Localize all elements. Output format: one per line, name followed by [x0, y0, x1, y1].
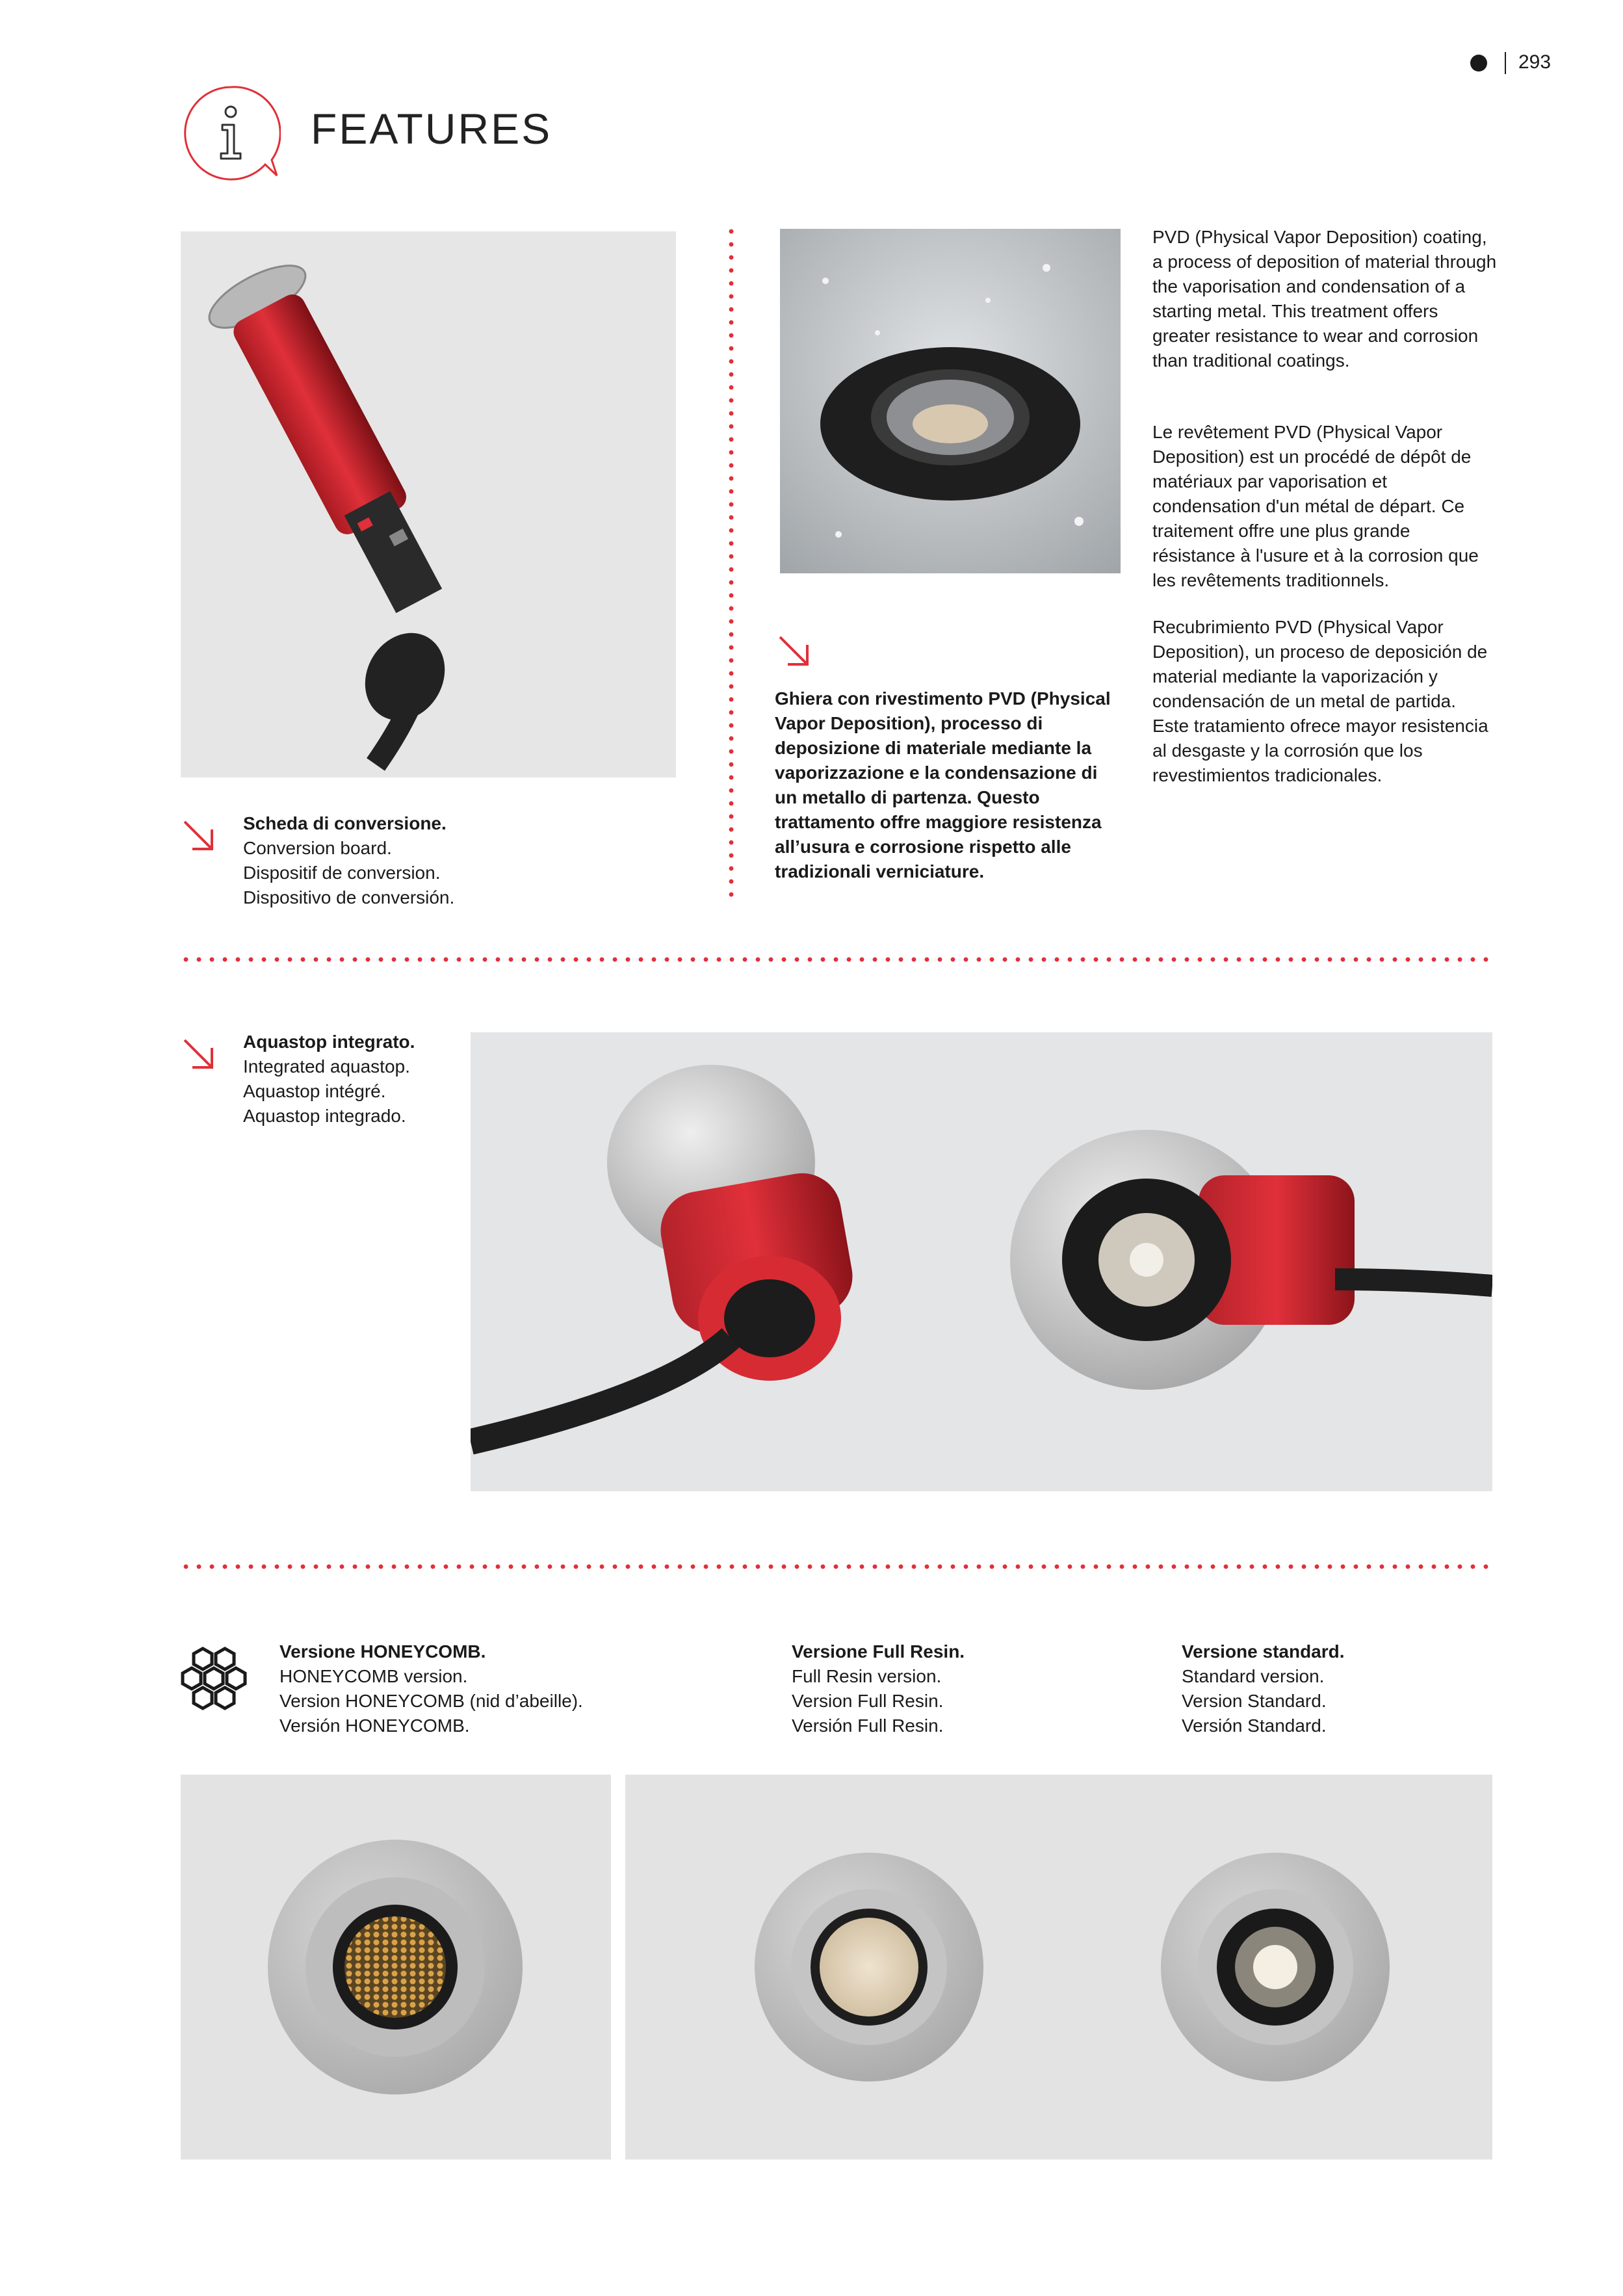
page-number: 293 — [1518, 51, 1552, 73]
pvd-ring-text-fr: Le revêtement PVD (Physical Vapor Deposition) est un procédé de dépôt de matériaux par vaporisation et condensation d'un métal de départ. Ce traitement offre une plus grande résistance à l'usure et à la corrosion que les revêtements traditionnels. — [1152, 422, 1479, 590]
honeycomb-es: Versión HONEYCOMB. — [279, 1715, 470, 1736]
pvd-ring-text-es: Recubrimiento PVD (Physical Vapor Deposition), un proceso de deposición de material mediante la vaporización y condensación de un metal de partida. Este tratamiento ofrece mayor resistencia al desgaste y la corrosión que los revestimientos tradicionales. — [1152, 617, 1488, 785]
arrow-icon — [181, 818, 217, 854]
aquastop-it: Aquastop integrato. — [243, 1032, 415, 1052]
conversion-board-en: Conversion board. — [243, 838, 392, 858]
full-resin-caption — [792, 1639, 1091, 1738]
section-divider — [179, 1564, 1492, 1569]
pvd-ring-photo — [780, 229, 1121, 573]
aquastop-en: Integrated aquastop. — [243, 1056, 410, 1076]
honeycomb-en: HONEYCOMB version. — [279, 1666, 468, 1686]
standard-caption — [1182, 1639, 1481, 1738]
standard-fr: Version Standard. — [1182, 1691, 1327, 1711]
arrow-icon — [181, 1036, 217, 1073]
aquastop-fr: Aquastop intégré. — [243, 1081, 386, 1101]
full-resin-it: Versione Full Resin. — [792, 1641, 965, 1662]
full-resin-es: Versión Full Resin. — [792, 1715, 944, 1736]
info-icon — [181, 83, 281, 183]
conversion-board-es: Dispositivo de conversión. — [243, 887, 455, 907]
aquastop-caption — [243, 1030, 451, 1128]
honeycomb-caption — [279, 1639, 617, 1738]
honeycomb-icon — [175, 1642, 252, 1719]
section-divider — [179, 957, 1492, 962]
standard-es: Versión Standard. — [1182, 1715, 1327, 1736]
honeycomb-fr: Version HONEYCOMB (nid d’abeille). — [279, 1691, 583, 1711]
conversion-board-caption — [243, 811, 646, 910]
page-marker — [1470, 55, 1487, 72]
conversion-board-fr: Dispositif de conversion. — [243, 863, 441, 883]
standard-it: Versione standard. — [1182, 1641, 1345, 1662]
standard-en: Standard version. — [1182, 1666, 1325, 1686]
aquastop-es: Aquastop integrado. — [243, 1106, 406, 1126]
conversion-board-photo — [181, 231, 676, 777]
pvd-ring-caption-it: Ghiera con rivestimento PVD (Physical Vapor Deposition), processo di deposizione di materiale mediante la vaporizzazione e la condensazione di un metallo di partenza. Questo trattamento offre maggiore resistenza all’usura e corrosione rispetto alle tradizionali verniciature. — [775, 688, 1111, 881]
full-resin-fr: Version Full Resin. — [792, 1691, 944, 1711]
page-divider — [1505, 52, 1506, 74]
full-resin-standard-photo — [625, 1775, 1492, 2159]
arrow-icon — [776, 633, 812, 670]
vertical-divider — [729, 225, 734, 904]
full-resin-en: Full Resin version. — [792, 1666, 942, 1686]
conversion-board-it: Scheda di conversione. — [243, 813, 447, 833]
page-title: FEATURES — [311, 105, 552, 153]
honeycomb-it: Versione HONEYCOMB. — [279, 1641, 486, 1662]
honeycomb-photo — [181, 1775, 611, 2159]
aquastop-photo — [471, 1032, 1492, 1491]
pvd-ring-text-en: PVD (Physical Vapor Deposition) coating, a process of deposition of material through the vaporisation and condensation of a starting metal. This treatment offers greater resistance to wear and corrosion than traditional coatings. — [1152, 227, 1497, 371]
